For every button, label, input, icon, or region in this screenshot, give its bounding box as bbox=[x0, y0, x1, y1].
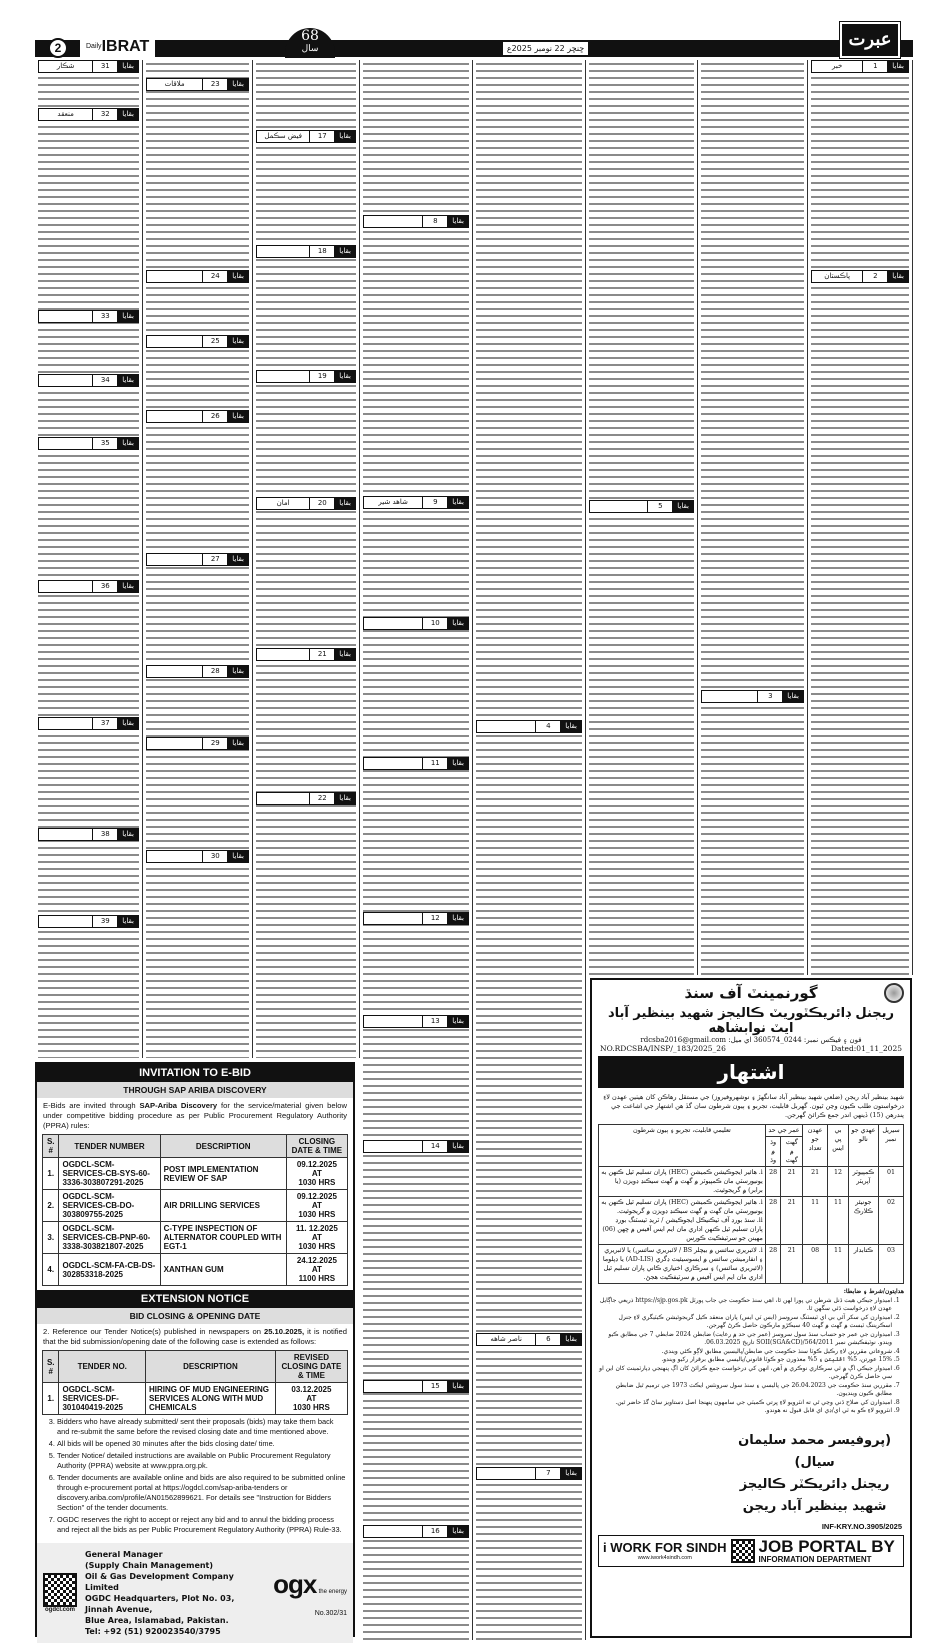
news-column bbox=[35, 60, 143, 1058]
continuation-title bbox=[364, 913, 422, 924]
sindh-seal-icon bbox=[884, 983, 904, 1003]
continuation-label: بقايا bbox=[228, 271, 248, 282]
continuation-label: بقايا bbox=[118, 581, 138, 592]
continuation-label: بقايا bbox=[118, 916, 138, 927]
continuation-title: ملاقات bbox=[164, 80, 185, 88]
ad-subtitle: THROUGH SAP ARIBA DISCOVERY bbox=[37, 1082, 353, 1098]
continuation-title bbox=[39, 375, 92, 386]
continuation-label: بقايا bbox=[118, 438, 138, 449]
continuation-title bbox=[39, 829, 92, 840]
continuation-label: بقايا bbox=[448, 216, 468, 227]
continuation-box bbox=[38, 60, 139, 73]
continuation-label: بقايا bbox=[888, 61, 908, 72]
continuation-box bbox=[256, 497, 356, 510]
condition-item: 5. 15% عورتن، 5% اقليتن ۽ 5% معذورن جو ڪوٽا قانوني/پاليسي مطابق برقرار رکيو ويندو. bbox=[598, 1356, 892, 1365]
table-row: 3. OGDCL-SCM-SERVICES-CB-PNP-60-3338-303821807-2025 C-TYPE INSPECTION OF ALTERNATOR COUPLED WITH EGT-1 11. 12.2025 AT 1030 HRS bbox=[43, 1222, 348, 1254]
ad-intro: E-Bids are invited through SAP-Ariba Discovery for the service/material given below under competitive bidding procedure as per Public Procurement Regulatory Authority (PPRA) rules: bbox=[43, 1101, 348, 1130]
continuation-box bbox=[476, 720, 582, 733]
continuation-number: 8 bbox=[422, 216, 448, 227]
continuation-box bbox=[256, 648, 356, 661]
continuation-label: بقايا bbox=[335, 246, 355, 257]
condition-item: 1. اميدوار جيڪي هيٺ ڏنل شرطن تي پورا لهن ٿا، اهي سنڌ حڪومت جي جاب پورٽل https://sjp.gos.pk ذريعي جاڳايل عهدن لاءِ درخواست ڏئي سگهن ٿا. bbox=[598, 1297, 892, 1314]
continuation-title bbox=[147, 851, 202, 862]
condition-item: 9. انٽرويو لاءِ ڪو به ٽي اي/ڊي اي قابل قبول نه هوندو. bbox=[598, 1407, 892, 1416]
continuation-title bbox=[147, 336, 202, 347]
continuation-box bbox=[476, 1333, 582, 1346]
ad-intro: شهيد بينظير آباد ريجن (ضلعي شهيد بينظير آباد سانگهڙ ۽ نوشهروفيروز) جي مستقل رهاڪن کان هيٺين عهدن لاءِ درخواستون طلب ڪيون وڃن ٿيون. گهربل قابليت، تجربو ۽ ٻيون شرطون سان گڏ هن اشتهار جي اشاعت جي پندرهن (15) ڏينهن اندر جمع ڪرائڻ گهرجن. bbox=[603, 1093, 904, 1119]
contact-address: General Manager (Supply Chain Management) Oil & Gas Development Company Limited OGDC Headquarters, Plot No. 03, Jinnah Avenue, Blue Area, Islamabad, Pakistan. Tel: +92 (51) 920023540/3795 bbox=[85, 1550, 235, 1636]
continuation-box bbox=[146, 410, 249, 423]
ad-title: INVITATION TO E-BID bbox=[37, 1064, 353, 1082]
continuation-label: بقايا bbox=[448, 1526, 468, 1537]
continuation-number: 31 bbox=[92, 61, 118, 72]
continuation-label: بقايا bbox=[448, 1381, 468, 1392]
continuation-box bbox=[476, 1467, 582, 1480]
continuation-number: 27 bbox=[202, 554, 228, 565]
continuation-box bbox=[363, 215, 469, 228]
continuation-number: 12 bbox=[422, 913, 448, 924]
news-column bbox=[808, 60, 913, 975]
ogdcl-logo: ogx the energy No.302/31 bbox=[273, 1569, 347, 1617]
table-row: 2. OGDCL-SCM-SERVICES-CB-DO-303809755-2025 AIR DRILLING SERVICES 09.12.2025 AT 1030 HRS bbox=[43, 1190, 348, 1222]
continuation-title: ناصر شاهه bbox=[490, 1335, 522, 1343]
continuation-number: 3 bbox=[757, 691, 783, 702]
continuation-title: شڪار bbox=[56, 62, 75, 70]
continuation-number: 37 bbox=[92, 718, 118, 729]
ad-notes bbox=[37, 1415, 353, 1539]
continuation-number: 9 bbox=[422, 497, 448, 508]
news-column bbox=[473, 60, 586, 1640]
continuation-box bbox=[256, 130, 356, 143]
continuation-label: بقايا bbox=[335, 498, 355, 509]
continuation-label: بقايا bbox=[228, 336, 248, 347]
continuation-box bbox=[363, 617, 469, 630]
continuation-label: بقايا bbox=[448, 758, 468, 769]
continuation-label: بقايا bbox=[673, 501, 693, 512]
continuation-box bbox=[363, 496, 469, 509]
continuation-box bbox=[38, 717, 139, 730]
extension-subtitle: BID CLOSING & OPENING DATE bbox=[37, 1308, 353, 1324]
job-portal-text: JOB PORTAL BY INFORMATION DEPARTMENT bbox=[758, 1536, 895, 1564]
column-header: DESCRIPTION bbox=[160, 1135, 286, 1158]
continuation-number: 14 bbox=[422, 1141, 448, 1152]
news-column bbox=[360, 60, 473, 1640]
continuation-box bbox=[38, 580, 139, 593]
reference-number: NO.RDCSBA/INSP/_183/2025_26 bbox=[600, 1044, 726, 1053]
news-column bbox=[698, 60, 808, 975]
continuation-title bbox=[477, 721, 535, 732]
continuation-number: 13 bbox=[422, 1016, 448, 1027]
continuation-number: 30 bbox=[202, 851, 228, 862]
continuation-label: بقايا bbox=[228, 411, 248, 422]
condition-item: 3. اميدوارن جي عمر جو حساب سنڌ سول سروسز (عمر جي حد ۾ رعايت) ضابطن 2024 ضابطي 7 جي مطابق ڪيو ويندو. نوٽيفڪيشن نمبر SOII(SGA&CD)/564/2011 تاريخ 06.03.2025. bbox=[598, 1331, 892, 1348]
ad-footer bbox=[37, 1543, 353, 1643]
continuation-title: امان bbox=[276, 499, 290, 507]
news-column bbox=[253, 60, 360, 1058]
dated: Dated:01_11_2025 bbox=[831, 1044, 902, 1053]
continuation-number: 21 bbox=[309, 649, 335, 660]
continuation-number: 16 bbox=[422, 1526, 448, 1537]
continuation-label: بقايا bbox=[118, 375, 138, 386]
continuation-box bbox=[363, 1140, 469, 1153]
continuation-label: بقايا bbox=[118, 61, 138, 72]
continuation-title bbox=[364, 758, 422, 769]
continuation-title: پاڪستان bbox=[824, 272, 851, 280]
continuation-label: بقايا bbox=[561, 1468, 581, 1479]
continuation-box bbox=[146, 737, 249, 750]
continuation-title bbox=[39, 438, 92, 449]
continuation-number: 38 bbox=[92, 829, 118, 840]
continuation-box bbox=[38, 374, 139, 387]
masthead-title: $^{Daily}$IBRAT bbox=[80, 37, 155, 57]
condition-item: 7. مقررين سنڌ حڪومت جي 26.04.2023 جي پاليسي ۽ سنڌ سول سرونٽس ايڪٽ 1973 جي ترميم ٿيل ضابطن مطابق ڪيون وينديون. bbox=[598, 1382, 892, 1399]
continuation-title bbox=[257, 793, 309, 804]
continuation-label: بقايا bbox=[448, 913, 468, 924]
continuation-box bbox=[701, 690, 804, 703]
continuation-box bbox=[363, 912, 469, 925]
news-column bbox=[143, 60, 253, 1058]
note-item: 4. All bids will be opened 30 minutes after the bids closing date/ time. bbox=[57, 1439, 347, 1449]
continuation-title bbox=[257, 371, 309, 382]
continuation-title bbox=[147, 554, 202, 565]
continuation-title bbox=[477, 1468, 535, 1479]
continuation-number: 2 bbox=[862, 271, 888, 282]
continuation-label: بقايا bbox=[228, 554, 248, 565]
continuation-number: 17 bbox=[309, 131, 335, 142]
continuation-number: 23 bbox=[202, 79, 228, 90]
contact-info: فون ۽ فيڪس نمبر: 0244_360574 اي ميل: rdcsba2016@gmail.com bbox=[640, 1036, 862, 1044]
continuation-box bbox=[146, 270, 249, 283]
continuation-label: بقايا bbox=[118, 109, 138, 120]
continuation-title bbox=[147, 271, 202, 282]
posts-table: سيريل نمبر عهدي جو نالو بي پي ايس عهدن جو تعداد عمر جي حد تعليمي قابليت، تجربو ۽ ٻيون شرطون گهٽ ۾ گهٽ وڌ ۾ وڌ 01 ڪمپيوٽر آپريٽر 12 21 21 28 i. هائير ايجوڪيشن ڪميشن (HEC) پاران تسليم ٿيل ڪنهن به يونيورسٽي مان ڪمپيوٽر ۾ گهٽ ۾ گهٽ سيڪنڊ ڊويزن (يا برابر) ۾ گريجوئيٽ. 02 جونيئر ڪلارڪ 11 11 21 28 i. هائير ايجوڪيشن ڪميشن (HEC) پاران تسليم ٿيل ڪنهن به يونيورسٽي مان گهٽ ۾ گهٽ سيڪنڊ ڊويزن ۾ گريجوئيٽ. ii. سنڌ بورڊ آف ٽيڪنيڪل ايجوڪيشن / ٽريڊ ٽيسٽنگ بورڊ پاران تسليم ٿيل ڪنهن اداري مان ايم ايس آفيس ۾ ڇهن (06) مهينن جو سرٽيفڪيٽ ڪورس 03 ڪتابدار 11 08 21 28 i. لائبريري سائنس ۾ بيچلر BS / لائبريري سائنس) يا لائبريري ۽ انفارميشن سائنس ۾ ايسوسيئيٽ ڊگري (AD-LIS) يا ڊپلوما (لائبريري سائنس) ۽ سرڪاري اختياري ڪاني پاران تسليم ٿيل اداري مان ايم ايس آفيس ۾ سرٽيفڪيٽ هجڻ. bbox=[598, 1124, 904, 1284]
continuation-box bbox=[363, 757, 469, 770]
qr-code bbox=[731, 1539, 755, 1563]
continuation-title bbox=[364, 216, 422, 227]
continuation-box bbox=[146, 553, 249, 566]
continuation-box bbox=[38, 915, 139, 928]
column-header: REVISED CLOSING DATE & TIME bbox=[275, 1351, 347, 1383]
continuation-number: 4 bbox=[535, 721, 561, 732]
continuation-label: بقايا bbox=[118, 829, 138, 840]
table-row: 1. OGDCL-SCM-SERVICES-CB-SYS-60-3336-303807291-2025 POST IMPLEMENTATION REVIEW OF SAP 09.12.2025 AT 1030 HRS bbox=[43, 1158, 348, 1190]
table-row: 03 ڪتابدار 11 08 21 28 i. لائبريري سائنس ۾ بيچلر BS / لائبريري سائنس) يا لائبريري ۽ انفارميشن سائنس ۾ ايسوسيئيٽ ڊگري (AD-LIS) يا ڊپلوما (لائبريري سائنس) ۽ سرڪاري اختياري ڪاني پاران تسليم ٿيل اداري مان ايم ايس آفيس ۾ سرٽيفڪيٽ هجڻ. bbox=[599, 1245, 904, 1284]
continuation-title: فيض سڪمل bbox=[264, 132, 302, 140]
column-header: TENDER NUMBER bbox=[59, 1135, 160, 1158]
continuation-number: 22 bbox=[309, 793, 335, 804]
continuation-box bbox=[146, 335, 249, 348]
continuation-label: بقايا bbox=[448, 497, 468, 508]
continuation-title bbox=[364, 1381, 422, 1392]
continuation-label: بقايا bbox=[335, 131, 355, 142]
continuation-title bbox=[257, 246, 309, 257]
continuation-number: 33 bbox=[92, 311, 118, 322]
continuation-number: 20 bbox=[309, 498, 335, 509]
continuation-box bbox=[256, 245, 356, 258]
continuation-label: بقايا bbox=[335, 793, 355, 804]
condition-item: 6. اميدوار جيڪي اڳ ۾ ئي سرڪاري نوڪري ۾ آهن، انهن کي درخواست جمع ڪرائڻ کان اڳ پنهنجي ڊپارٽمينٽ کان اين او سي حاصل ڪرڻ گهرجي. bbox=[598, 1365, 892, 1382]
continuation-box bbox=[38, 310, 139, 323]
continuation-title bbox=[39, 311, 92, 322]
continuation-title bbox=[590, 501, 647, 512]
continuation-label: بقايا bbox=[783, 691, 803, 702]
column-header: S. # bbox=[43, 1135, 59, 1158]
continuation-number: 7 bbox=[535, 1468, 561, 1479]
extension-title: EXTENSION NOTICE bbox=[37, 1290, 353, 1308]
continuation-label: بقايا bbox=[118, 311, 138, 322]
continuation-box bbox=[811, 60, 909, 73]
continuation-title bbox=[364, 1526, 422, 1537]
continuation-number: 18 bbox=[309, 246, 335, 257]
work-for-sindh-logo: i WORK FOR SINDH www.iwork4sindh.com bbox=[603, 1540, 727, 1561]
government-sindh-ad bbox=[590, 978, 912, 1638]
continuation-title bbox=[39, 916, 92, 927]
continuation-label: بقايا bbox=[448, 618, 468, 629]
table-row: 01 ڪمپيوٽر آپريٽر 12 21 21 28 i. هائير ايجوڪيشن ڪميشن (HEC) پاران تسليم ٿيل ڪنهن به يونيورسٽي مان ڪمپيوٽر ۾ گهٽ ۾ گهٽ سيڪنڊ ڊويزن (يا برابر) ۾ گريجوئيٽ. bbox=[599, 1167, 904, 1197]
continuation-number: 1 bbox=[862, 61, 888, 72]
continuation-box bbox=[256, 792, 356, 805]
page-number: 2 bbox=[48, 38, 68, 58]
continuation-box bbox=[38, 828, 139, 841]
column-header: CLOSING DATE & TIME bbox=[286, 1135, 347, 1158]
continuation-label: بقايا bbox=[335, 371, 355, 382]
continuation-number: 5 bbox=[647, 501, 673, 512]
continuation-label: بقايا bbox=[448, 1016, 468, 1027]
tender-table bbox=[42, 1134, 348, 1286]
continuation-box bbox=[146, 665, 249, 678]
extension-note: 2. Reference our Tender Notice(s) published in newspapers on 25.10.2025, it is notified that the bid submission/opening date of the following case is extended as follows: bbox=[43, 1327, 347, 1346]
issue-date: ڇنڇر 22 نومبر 2025ع bbox=[503, 42, 588, 55]
continuation-box bbox=[38, 108, 139, 121]
continuation-number: 10 bbox=[422, 618, 448, 629]
continuation-box bbox=[363, 1525, 469, 1538]
continuation-title bbox=[39, 718, 92, 729]
continuation-box bbox=[38, 437, 139, 450]
continuation-title bbox=[147, 411, 202, 422]
continuation-box bbox=[589, 500, 694, 513]
note-item: 7. OGDC reserves the right to accept or reject any bid and to annul the bidding process and reject all the bids as per Public Procurement Regulatory Authority (PPRA) Rule-33. bbox=[57, 1515, 347, 1535]
job-portal-banner bbox=[598, 1535, 904, 1567]
inf-number: INF-KRY.NO.3905/2025 bbox=[821, 1521, 902, 1531]
continuation-label: بقايا bbox=[228, 738, 248, 749]
continuation-label: بقايا bbox=[888, 271, 908, 282]
news-column bbox=[586, 60, 698, 975]
table-row: 02 جونيئر ڪلارڪ 11 11 21 28 i. هائير ايجوڪيشن ڪميشن (HEC) پاران تسليم ٿيل ڪنهن به يونيورسٽي مان گهٽ ۾ گهٽ سيڪنڊ ڊويزن ۾ گريجوئيٽ. ii. سنڌ بورڊ آف ٽيڪنيڪل ايجوڪيشن / ٽريڊ ٽيسٽنگ بورڊ پاران تسليم ٿيل ڪنهن اداري مان ايم ايس آفيس ۾ ڇهن (06) مهينن جو سرٽيفڪيٽ ڪورس bbox=[599, 1197, 904, 1245]
continuation-label: بقايا bbox=[228, 851, 248, 862]
continuation-label: بقايا bbox=[561, 1334, 581, 1345]
continuation-title bbox=[147, 738, 202, 749]
continuation-title bbox=[257, 649, 309, 660]
condition-item: 4. شروعاتي مقررين لاءِ رڪيل ڪوٽا سنڌ حڪومت جي ضابطن/پاليسين مطابق لاڳو ڪئي ويندي. bbox=[598, 1348, 892, 1357]
continuation-label: بقايا bbox=[448, 1141, 468, 1152]
continuation-number: 36 bbox=[92, 581, 118, 592]
condition-item: 8. اميدوارن کي صلاح ڏني وڃي ٿي ته انٽرويو لاءِ ڀرتي ڪميٽي جي سامهون پنهنجا اصل دستاويز ساڻ گڏ حاضر ٿين. bbox=[598, 1399, 892, 1408]
continuation-box bbox=[363, 1015, 469, 1028]
continuation-box bbox=[146, 78, 249, 91]
continuation-label: بقايا bbox=[228, 79, 248, 90]
continuation-title bbox=[702, 691, 757, 702]
note-item: 5. Tender Notice/ detailed instructions are available on Public Procurement Regulatory Authority (PPRA) website at www.ppra.org.pk. bbox=[57, 1451, 347, 1471]
continuation-number: 35 bbox=[92, 438, 118, 449]
continuation-number: 25 bbox=[202, 336, 228, 347]
continuation-number: 19 bbox=[309, 371, 335, 382]
continuation-number: 39 bbox=[92, 916, 118, 927]
newspaper-logo: عبرت bbox=[840, 22, 900, 58]
continuation-label: بقايا bbox=[561, 721, 581, 732]
table-row: 1. OGDCL-SCM-SERVICES-DF-301040419-2025 HIRING OF MUD ENGINEERING SERVICES ALONG WITH MUD CHEMICALS 03.12.2025 AT 1030 HRS bbox=[43, 1383, 348, 1415]
continuation-title bbox=[364, 1141, 422, 1152]
extension-table bbox=[42, 1350, 348, 1415]
signature-block: (پروفيسر محمد سليمان سيال) ريجنل ڊائريڪٽر ڪاليجز شهيد بينظير آباد ريجن bbox=[738, 1432, 892, 1514]
continuation-box bbox=[256, 370, 356, 383]
continuation-title bbox=[147, 666, 202, 677]
table-row: 4. OGDCL-SCM-FA-CB-DS-302853318-2025 XANTHAN GUM 24.12.2025 AT 1100 HRS bbox=[43, 1254, 348, 1286]
continuation-box bbox=[363, 1380, 469, 1393]
continuation-title bbox=[39, 581, 92, 592]
continuation-title: منعقد bbox=[57, 110, 74, 118]
masthead-bar bbox=[35, 40, 913, 57]
continuation-label: بقايا bbox=[228, 666, 248, 677]
ogdcl-tender-ad bbox=[35, 1062, 355, 1637]
ad-title: گورنمينٽ آف سنڌ bbox=[684, 984, 818, 1002]
continuation-number: 6 bbox=[535, 1334, 561, 1345]
continuation-number: 34 bbox=[92, 375, 118, 386]
continuation-number: 32 bbox=[92, 109, 118, 120]
continuation-title bbox=[364, 618, 422, 629]
note-item: 3. Bidders who have already submitted/ sent their proposals (bids) may take them back and re-submit the same before the revised closing date and time mentioned above. bbox=[57, 1417, 347, 1437]
continuation-number: 24 bbox=[202, 271, 228, 282]
column-header: TENDER NO. bbox=[59, 1351, 146, 1383]
condition-item: 2. اميدوارن کي سکر آئي بي اي ٽيسٽنگ سروسز (ايس ٽي ايس) پاران منعقد ڪيل گريجوئيشن ڪيٽيگري لاءِ جنرل اسڪريننگ ٽيسٽ ۾ گهٽ ۾ گهٽ 40 سيڪڙو مارڪون حاصل ڪرڻ گهرجن. bbox=[598, 1314, 892, 1331]
qr-code: ogdcl.com bbox=[43, 1573, 77, 1613]
advertisement-heading: اشتهار bbox=[598, 1056, 904, 1088]
continuation-number: 15 bbox=[422, 1381, 448, 1392]
column-header: DESCRIPTION bbox=[145, 1351, 275, 1383]
note-item: 6. Tender documents are available online and bids are also required to be submitted online through e-procurement portal at https://ogdcl.com/sap-ariba-tenders or discovery.ariba.com/profile/AN01562899621. For details see "Instruction for Bidders Section" of the tender documents. bbox=[57, 1473, 347, 1513]
continuation-box bbox=[811, 270, 909, 283]
continuation-number: 26 bbox=[202, 411, 228, 422]
continuation-title bbox=[364, 1016, 422, 1027]
column-header: S. # bbox=[43, 1351, 59, 1383]
continuation-number: 11 bbox=[422, 758, 448, 769]
continuation-number: 28 bbox=[202, 666, 228, 677]
conditions: هدايتون/شرط ۽ ضابطا: 1. اميدوار جيڪي هيٺ ڏنل شرطن تي پورا لهن ٿا، اهي سنڌ حڪومت جي جاب پورٽل https://sjp.gos.pk ذريعي جاڳايل عهدن لاءِ درخواست ڏئي سگهن ٿا. 2. اميدوارن کي سکر آئي بي اي ٽيسٽنگ سروسز (ايس ٽي ايس) پاران منعقد ڪيل گريجوئيشن ڪيٽيگري لاءِ جنرل اسڪريننگ ٽيسٽ ۾ گهٽ ۾ گهٽ 40 سيڪڙو مارڪون حاصل ڪرڻ گهرجن. 3. اميدوارن جي عمر جو حساب سنڌ سول سروسز (عمر جي حد ۾ رعايت) ضابطن 2024 ضابطي 7 جي مطابق ڪيو ويندو. نوٽيفڪيشن نمبر SOII(SGA&CD)/564/2011 تاريخ 06.03.2025. 4. شروعاتي مقررين لاءِ رڪيل ڪوٽا سنڌ حڪومت جي ضابطن/پاليسين مطابق لاڳو ڪئي ويندي. 5. 15% عورتن، 5% اقليتن ۽ 5% معذورن جو ڪوٽا قانوني/پاليسي مطابق برقرار رکيو ويندو. 6. اميدوار جيڪي اڳ ۾ ئي سرڪاري نوڪري ۾ آهن، انهن کي درخواست جمع ڪرائڻ کان اڳ پنهنجي ڊپارٽمينٽ کان اين او سي حاصل ڪرڻ گهرجي. 7. مقررين سنڌ حڪومت جي 26.04.2023 جي پاليسي ۽ سنڌ سول سرونٽس ايڪٽ 1973 جي ترميم ٿيل ضابطن مطابق ڪيون وينديون. 8. اميدوارن کي صلاح ڏني وڃي ٿي ته انٽرويو لاءِ ڀرتي ڪميٽي جي سامهون پنهنجا اصل دستاويز ساڻ گڏ حاضر ٿين. 9. انٽرويو لاءِ ڪو به ٽي اي/ڊي اي قابل قبول نه هوندو. bbox=[592, 1286, 910, 1418]
anniversary-tab: 68 سال bbox=[285, 28, 335, 58]
ad-subtitle: ريجنل ڊائريڪٽوريٽ ڪاليجز شهيد بينظير آباد ايٽ نوابشاهه bbox=[607, 1006, 894, 1036]
continuation-number: 29 bbox=[202, 738, 228, 749]
continuation-title: خبر bbox=[831, 62, 843, 70]
continuation-label: بقايا bbox=[118, 718, 138, 729]
continuation-label: بقايا bbox=[335, 649, 355, 660]
continuation-box bbox=[146, 850, 249, 863]
continuation-title: شاهد شير bbox=[378, 498, 408, 506]
